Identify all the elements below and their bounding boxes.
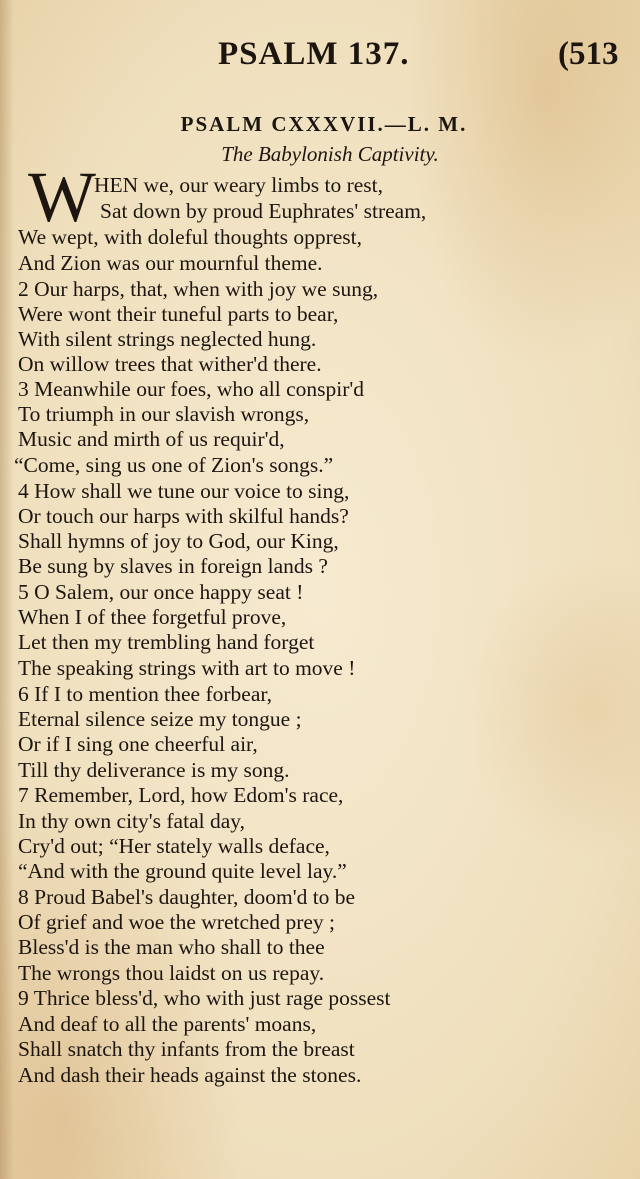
psalm-subtitle: The Babylonish Captivity.: [221, 142, 439, 166]
verse-line: “And with the ground quite level lay.”: [18, 859, 347, 883]
verse-line: When I of thee forgetful prove,: [18, 605, 287, 629]
verse-line: HEN we, our weary limbs to rest,: [94, 173, 383, 197]
verse-line: Shall hymns of joy to God, our King,: [18, 529, 339, 553]
running-head: [0, 36, 640, 76]
verse-line: 2 Our harps, that, when with joy we sung,: [18, 277, 379, 301]
verse-line: Bless'd is the man who shall to thee: [18, 935, 325, 959]
verse-line: Cry'd out; “Her stately walls deface,: [18, 834, 330, 858]
verse-line: Music and mirth of us requir'd,: [18, 427, 285, 451]
verse-line: Or touch our harps with skilful hands?: [18, 504, 349, 528]
verse-line: With silent strings neglected hung.: [18, 327, 317, 351]
verse-line: On willow trees that wither'd there.: [18, 352, 322, 376]
verse-line: Eternal silence seize my tongue ;: [18, 707, 302, 731]
verse-line: In thy own city's fatal day,: [18, 809, 245, 833]
verse-line: We wept, with doleful thoughts opprest,: [18, 225, 363, 249]
verse-line: 5 O Salem, our once happy seat !: [18, 580, 304, 604]
verse-line: 9 Thrice bless'd, who with just rage possest: [18, 986, 391, 1010]
verse-line: And deaf to all the parents' moans,: [18, 1012, 317, 1036]
verse-line: 7 Remember, Lord, how Edom's race,: [18, 783, 344, 807]
verse-line: And dash their heads against the stones.: [18, 1063, 362, 1087]
verse-line: Were wont their tuneful parts to bear,: [18, 302, 339, 326]
page-number: (513: [558, 36, 619, 72]
verse-line: 8 Proud Babel's daughter, doom'd to be: [18, 885, 356, 909]
verse-line: 3 Meanwhile our foes, who all conspir'd: [18, 377, 365, 401]
running-title: PSALM 137.: [218, 36, 410, 72]
page-binding-shadow: [0, 0, 14, 1179]
verse-line: Till thy deliverance is my song.: [18, 758, 290, 782]
verse-line: Of grief and woe the wretched prey ;: [18, 910, 335, 934]
verse-line: “Come, sing us one of Zion's songs.”: [14, 453, 334, 477]
verse-line: The speaking strings with art to move !: [18, 656, 356, 680]
verse-line: Let then my trembling hand forget: [18, 630, 315, 654]
verse-line: 6 If I to mention thee forbear,: [18, 682, 273, 706]
verse-line: Or if I sing one cheerful air,: [18, 732, 258, 756]
drop-cap: W: [28, 157, 96, 237]
verse-line: The wrongs thou laidst on us repay.: [18, 961, 325, 985]
verse-line: Sat down by proud Euphrates' stream,: [100, 199, 427, 223]
verse-line: Shall snatch thy infants from the breast: [18, 1037, 355, 1061]
verse-line: 4 How shall we tune our voice to sing,: [18, 479, 350, 503]
verse-line: And Zion was our mournful theme.: [18, 251, 323, 275]
verse-line: Be sung by slaves in foreign lands ?: [18, 554, 328, 578]
verse-line: To triumph in our slavish wrongs,: [18, 402, 310, 426]
psalm-heading: PSALM CXXXVII.—L. M.: [180, 112, 468, 136]
